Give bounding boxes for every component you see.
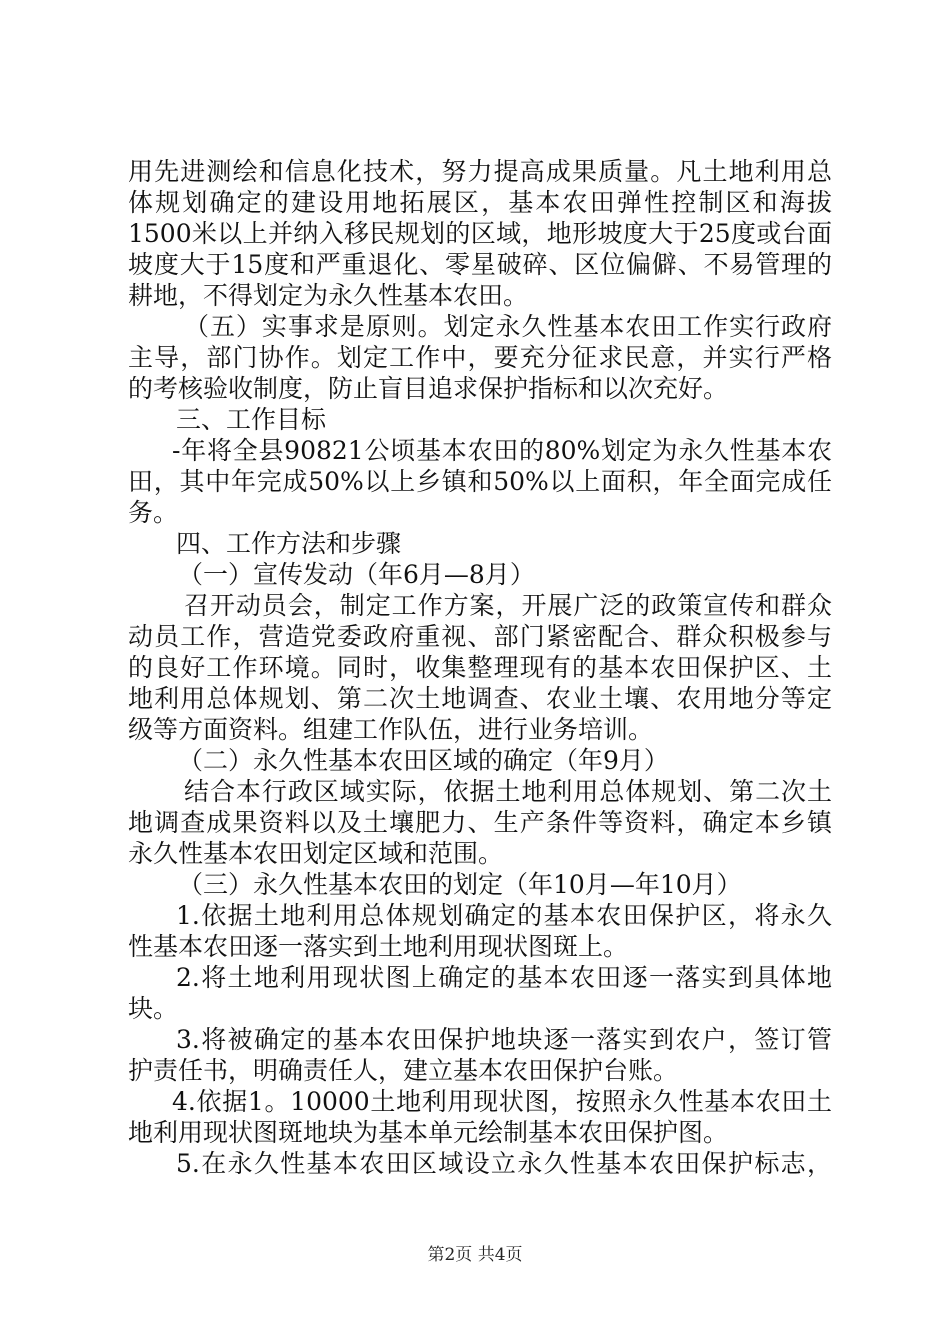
document-body: [128, 156, 832, 1179]
text-line: （三）永久性基本农田的划定（年10月—年10月）: [178, 870, 742, 899]
text-line: 性基本农田逐一落实到土地利用现状图斑上。: [128, 932, 629, 961]
text-line: 体规划确定的建设用地拓展区，基本农田弹性控制区和海拔: [128, 188, 832, 217]
text-line: 地调查成果资料以及土壤肥力、生产条件等资料，确定本乡镇: [128, 808, 832, 837]
text-line: 永久性基本农田划定区域和范围。: [128, 839, 504, 868]
page-footer: [0, 1244, 950, 1266]
text-line: 四、工作方法和步骤: [176, 529, 402, 558]
text-line: 务。: [128, 498, 179, 527]
text-line: 主导，部门协作。划定工作中，要充分征求民意，并实行严格: [128, 343, 832, 372]
text-line: 1.依据土地利用总体规划确定的基本农田保护区，将永久: [176, 901, 832, 930]
text-line: 4.依据1。10000土地利用现状图，按照永久性基本农田土: [172, 1087, 832, 1116]
text-line: （一）宣传发动（年6月—8月）: [178, 560, 535, 589]
text-line: 3.将被确定的基本农田保护地块逐一落实到农户，签订管: [176, 1025, 832, 1054]
text-line: 护责任书，明确责任人，建立基本农田保护台账。: [128, 1056, 679, 1085]
text-line: 的考核验收制度，防止盲目追求保护指标和以次充好。: [128, 374, 729, 403]
text-line: 结合本行政区域实际，依据土地利用总体规划、第二次土: [184, 777, 832, 806]
text-line: 5.在永久性基本农田区域设立永久性基本农田保护标志，: [176, 1149, 832, 1178]
page-number-label: 第2页 共4页: [427, 1245, 523, 1265]
text-line: 用先进测绘和信息化技术，努力提高成果质量。凡土地利用总: [128, 157, 832, 186]
text-line: 坡度大于15度和严重退化、零星破碎、区位偏僻、不易管理的: [128, 250, 832, 279]
text-line: 地利用现状图斑地块为基本单元绘制基本农田保护图。: [128, 1118, 729, 1147]
text-line: 1500米以上并纳入移民规划的区域，地形坡度大于25度或台面: [128, 219, 832, 248]
text-line: 级等方面资料。组建工作队伍，进行业务培训。: [128, 715, 654, 744]
text-line: 三、工作目标: [176, 405, 327, 434]
text-line: 田，其中年完成50%以上乡镇和50%以上面积，年全面完成任: [128, 467, 832, 496]
text-line: -年将全县90821公顷基本农田的80%划定为永久性基本农: [172, 436, 832, 465]
text-line: 块。: [128, 994, 179, 1023]
text-line: 2.将土地利用现状图上确定的基本农田逐一落实到具体地: [176, 963, 832, 992]
text-line: 召开动员会，制定工作方案，开展广泛的政策宣传和群众: [184, 591, 832, 620]
text-line: 耕地，不得划定为永久性基本农田。: [128, 281, 529, 310]
text-line: 地利用总体规划、第二次土地调查、农业土壤、农用地分等定: [128, 684, 832, 713]
text-line: （五）实事求是原则。划定永久性基本农田工作实行政府: [184, 312, 832, 341]
text-line: （二）永久性基本农田区域的确定（年9月）: [178, 746, 669, 775]
text-line: 动员工作，营造党委政府重视、部门紧密配合、群众积极参与: [128, 622, 832, 651]
text-line: 的良好工作环境。同时，收集整理现有的基本农田保护区、土: [128, 653, 832, 682]
